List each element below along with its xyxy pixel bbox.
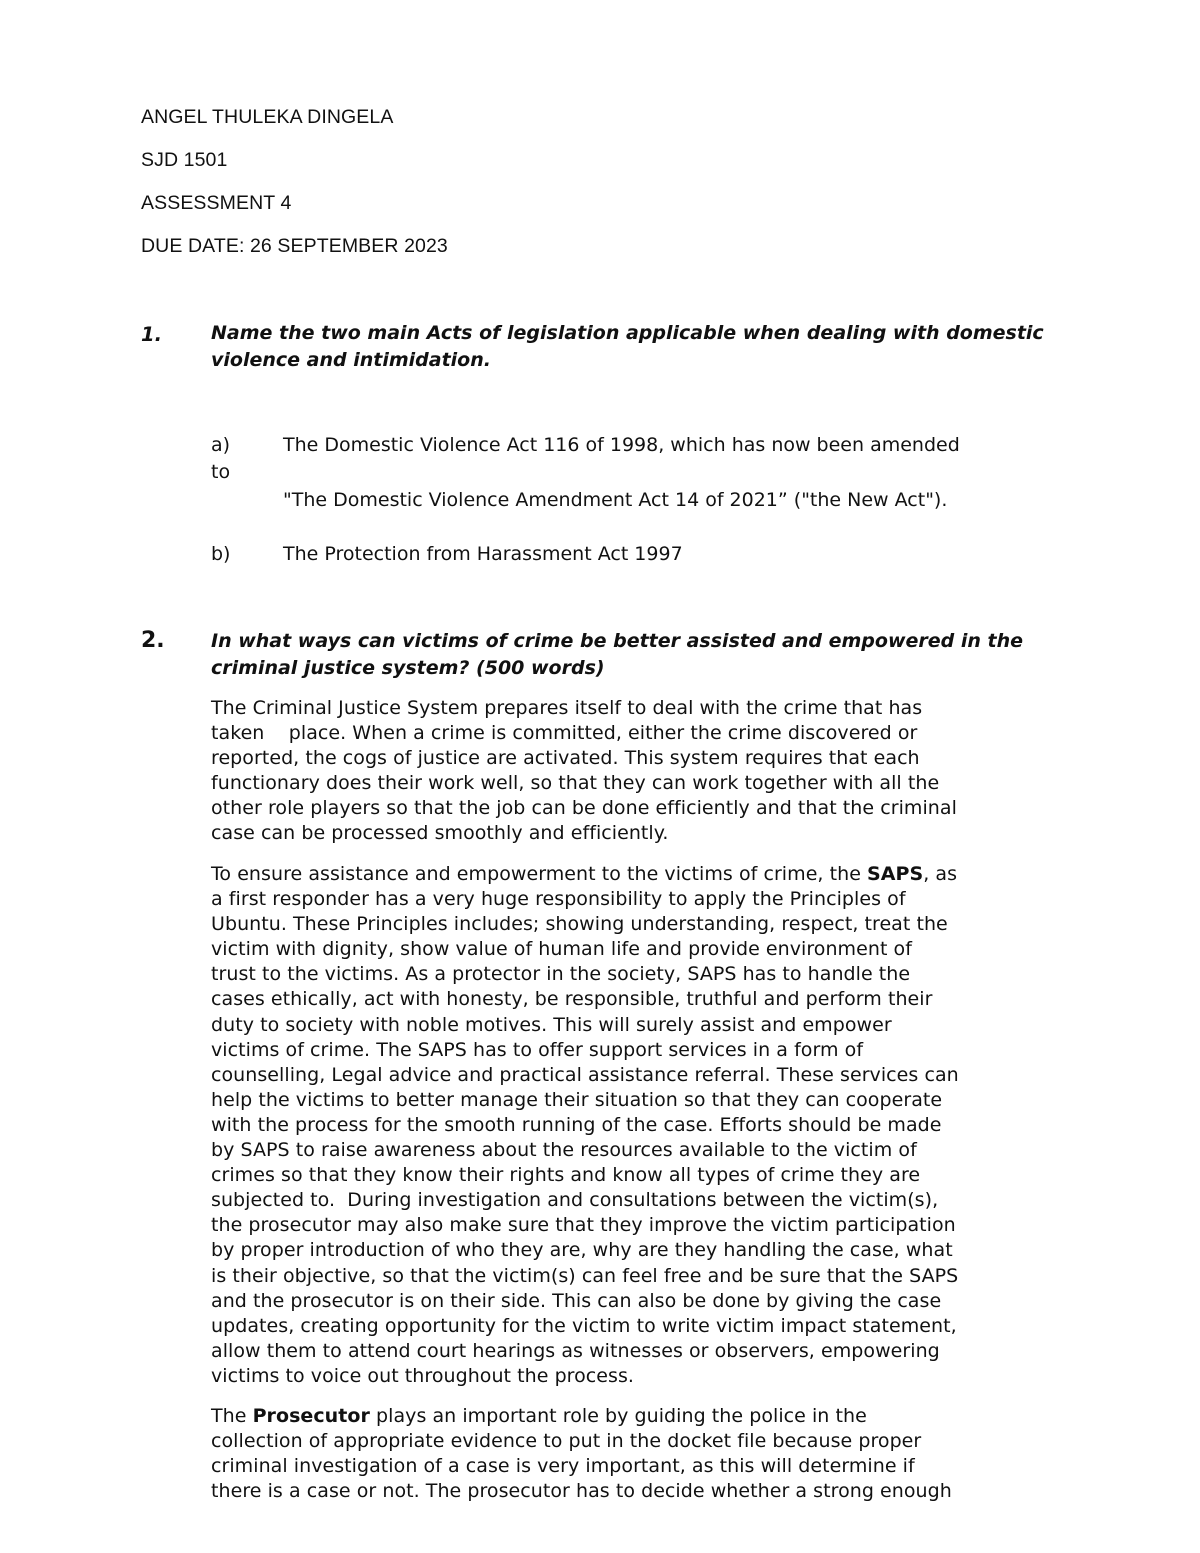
answer-a-text-2: "The Domestic Violence Amendment Act 14 of 2021” ("the New Act").	[283, 489, 948, 511]
paragraph-line: and the prosecutor is on their side. This can also be done by giving the case	[211, 1289, 942, 1312]
paragraph-line: other role players so that the job can be done efficiently and that the criminal	[211, 797, 957, 820]
assessment-title: ASSESSMENT 4	[141, 192, 292, 214]
answer-paragraph-2	[211, 862, 1061, 1389]
paragraph-text: , as	[923, 863, 958, 885]
paragraph-line: there is a case or not. The prosecutor has to decide whether a strong enough	[211, 1480, 952, 1503]
paragraph-line: criminal investigation of a case is very important, as this will determine if	[211, 1455, 915, 1478]
answer-b-label: b)	[211, 543, 231, 565]
paragraph-line: trust to the victims. As a protector in the society, SAPS has to handle the	[211, 963, 911, 986]
answer-paragraph-3	[211, 1404, 1061, 1504]
paragraph-line: cases ethically, act with honesty, be responsible, truthful and perform their	[211, 988, 933, 1011]
paragraph-line: taken place. When a crime is committed, either the crime discovered or	[211, 722, 918, 745]
paragraph-line: subjected to. During investigation and consultations between the victim(s),	[211, 1189, 939, 1212]
answer-a-to: to	[211, 461, 231, 483]
paragraph-line: by proper introduction of who they are, why are they handling the case, what	[211, 1239, 953, 1262]
paragraph-line: collection of appropriate evidence to put in the docket file because proper	[211, 1430, 922, 1453]
paragraph-line: allow them to attend court hearings as witnesses or observers, empowering	[211, 1339, 940, 1362]
paragraph-line: duty to society with noble motives. This will surely assist and empower	[211, 1013, 892, 1036]
paragraph-line: with the process for the smooth running of the case. Efforts should be made	[211, 1113, 942, 1136]
question-1-number: 1.	[141, 323, 162, 346]
paragraph-line	[211, 862, 1061, 887]
paragraph-line: is their objective, so that the victim(s) can feel free and be sure that the SAPS	[211, 1264, 959, 1287]
paragraph-line: updates, creating opportunity for the victim to write victim impact statement,	[211, 1314, 957, 1337]
prosecutor-bold-text: Prosecutor	[252, 1405, 370, 1427]
answer-a-text: The Domestic Violence Act 116 of 1998, which has now been amended	[283, 434, 960, 456]
answer-paragraph-1	[211, 696, 1061, 847]
question-2-number: 2.	[141, 628, 165, 653]
paragraph-line: by SAPS to raise awareness about the resources available to the victim of	[211, 1139, 917, 1162]
saps-bold-text: SAPS	[867, 863, 924, 885]
paragraph-line: reported, the cogs of justice are activated. This system requires that each	[211, 747, 920, 770]
paragraph-line: the prosecutor may also make sure that they improve the victim participation	[211, 1214, 956, 1237]
question-2-text: In what ways can victims of crime be better assisted and empowered in the criminal justice system? (500 words)	[211, 630, 1024, 679]
answer-a-label: a)	[211, 434, 231, 456]
due-date: DUE DATE: 26 SEPTEMBER 2023	[141, 235, 448, 257]
paragraph-line: The Criminal Justice System prepares itself to deal with the crime that has	[211, 697, 923, 719]
paragraph-line: victims of crime. The SAPS has to offer support services in a form of	[211, 1038, 864, 1061]
paragraph-line: case can be processed smoothly and efficiently.	[211, 822, 669, 845]
paragraph-text: The	[211, 1405, 253, 1427]
paragraph-line: victims to voice out throughout the process.	[211, 1364, 635, 1387]
paragraph-text: To ensure assistance and empowerment to the victims of crime, the	[211, 863, 868, 885]
paragraph-line	[211, 1404, 1061, 1429]
paragraph-line: crimes so that they know their rights and know all types of crime they are	[211, 1164, 921, 1187]
paragraph-line: functionary does their work well, so that they can work together with all the	[211, 772, 940, 795]
student-name: ANGEL THULEKA DINGELA	[141, 106, 394, 128]
paragraph-text: plays an important role by guiding the police in the	[369, 1405, 867, 1427]
question-1-text: Name the two main Acts of legislation applicable when dealing with domestic violence and intimidation.	[211, 322, 1044, 371]
paragraph-line: help the victims to better manage their situation so that they can cooperate	[211, 1088, 943, 1111]
paragraph-line: a first responder has a very huge responsibility to apply the Principles of	[211, 888, 906, 911]
paragraph-line: counselling, Legal advice and practical assistance referral. These services can	[211, 1063, 959, 1086]
paragraph-line: Ubuntu. These Principles includes; showing understanding, respect, treat the	[211, 913, 948, 936]
paragraph-line: victim with dignity, show value of human life and provide environment of	[211, 938, 912, 961]
answer-b-text: The Protection from Harassment Act 1997	[283, 543, 683, 565]
course-code: SJD 1501	[141, 149, 228, 171]
